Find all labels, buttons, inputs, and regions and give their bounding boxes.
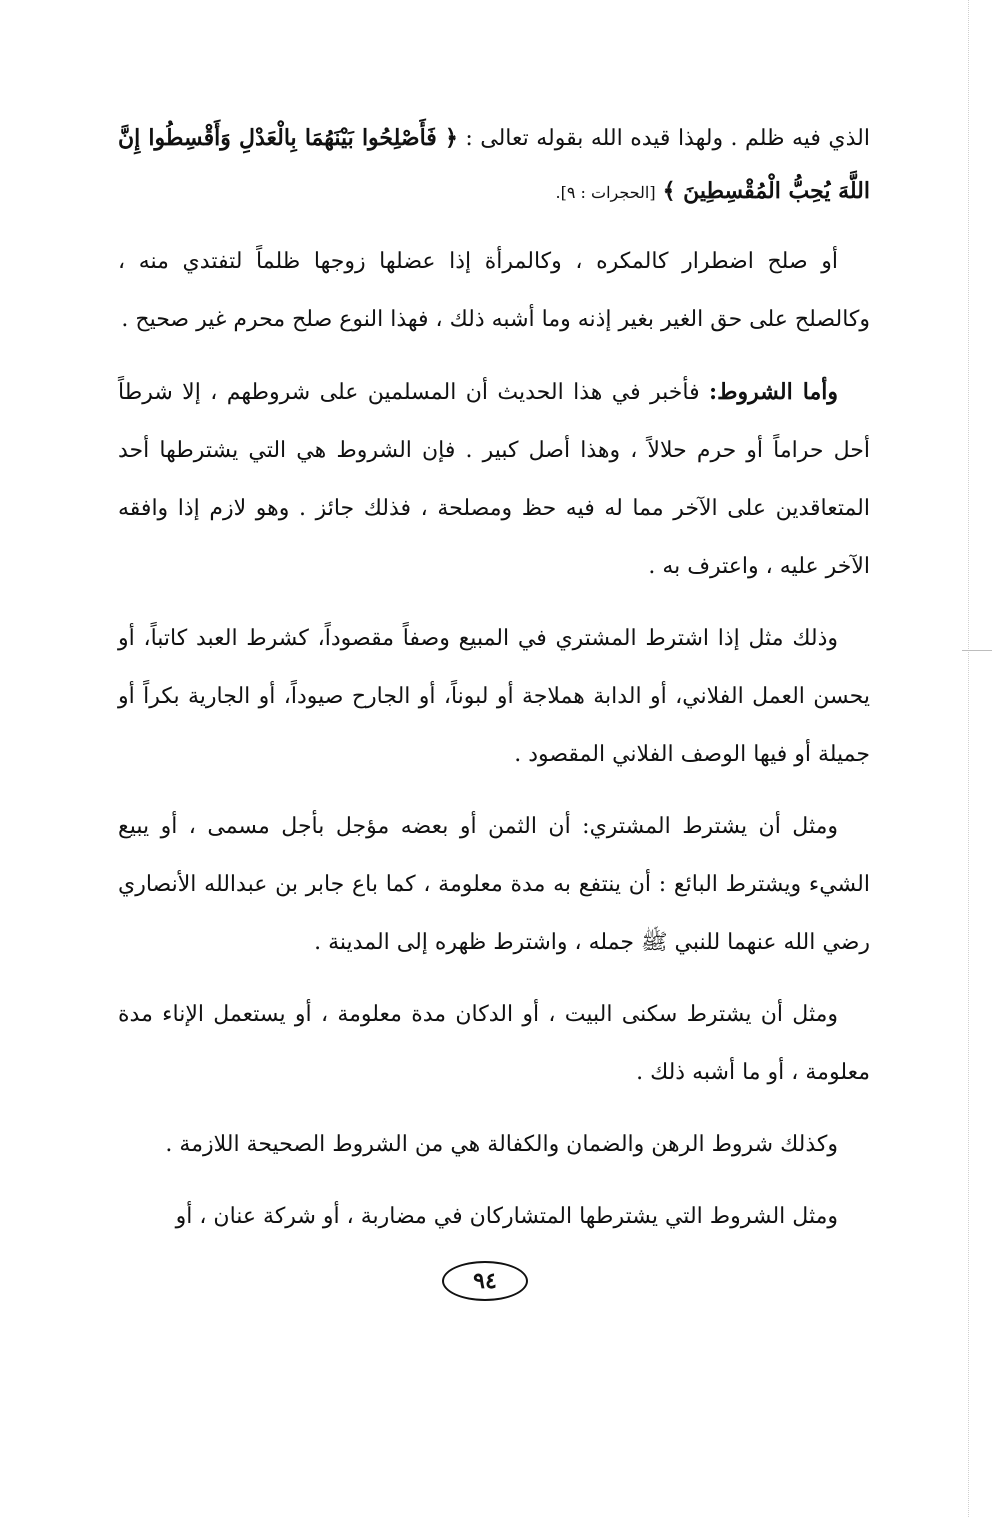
scan-edge-mark <box>962 650 992 651</box>
paragraph-5 <box>118 798 870 972</box>
paragraph-8 <box>118 1188 870 1246</box>
paragraph-1 <box>118 112 870 219</box>
page-body <box>118 112 870 1260</box>
paragraph-8-text: ومثل الشروط التي يشترطها المتشاركان في مضاربة ، أو شركة عنان ، أو <box>175 1204 838 1229</box>
paragraph-3-heading: وأما الشروط: <box>709 379 838 405</box>
paragraph-2-text: أو صلح اضطرار كالمكره ، وكالمرأة إذا عضلها زوجها ظلماً لتفتدي منه ، وكالصلح على حق الغير بغير إذنه وما أشبه ذلك ، فهذا النوع صلح محرم غير صحيح . <box>118 249 870 332</box>
paragraph-2 <box>118 233 870 349</box>
paragraph-7 <box>118 1116 870 1174</box>
scan-border-line <box>968 0 969 1517</box>
page-number: ٩٤ <box>442 1261 528 1301</box>
paragraph-4-text: وذلك مثل إذا اشترط المشتري في المبيع وصفاً مقصوداً، كشرط العبد كاتباً، أو يحسن العمل الفلاني، أو الدابة هملاجة أو لبوناً، أو الجارح صيوداً، أو الجارية بكراً أو جميلة أو فيها الوصف الفلاني المقصود . <box>118 626 870 767</box>
paragraph-5-text: ومثل أن يشترط المشتري: أن الثمن أو بعضه مؤجل بأجل مسمى ، أو يبيع الشيء ويشترط البائع : أن ينتفع به مدة معلومة ، كما باع جابر بن عبدالله الأنصاري رضي الله عنهما للنبي ﷺ جمله ، واشترط ظهره إلى المدينة . <box>118 814 870 955</box>
paragraph-4 <box>118 610 870 784</box>
paragraph-6 <box>118 986 870 1102</box>
paragraph-3-text: فأخبر في هذا الحديث أن المسلمين على شروطهم ، إلا شرطاً أحل حراماً أو حرم حلالاً ، وهذا أصل كبير . فإن الشروط هي التي يشترطها أحد المتعاقدين على الآخر مما له فيه حظ ومصلحة ، فذلك جائز . وهو لازم إذا وافقه الآخر عليه ، واعترف به . <box>118 380 870 579</box>
paragraph-3 <box>118 363 870 596</box>
paragraph-1-text: الذي فيه ظلم . ولهذا قيده الله بقوله تعالى : <box>457 126 870 151</box>
paragraph-6-text: ومثل أن يشترط سكنى البيت ، أو الدكان مدة معلومة ، أو يستعمل الإناء مدة معلومة ، أو ما أشبه ذلك . <box>118 1002 870 1085</box>
paragraph-7-text: وكذلك شروط الرهن والضمان والكفالة هي من الشروط الصحيحة اللازمة . <box>165 1132 838 1157</box>
verse-citation: [الحجرات : ٩]. <box>555 183 656 202</box>
quran-verse: ﴿ فَأَصْلِحُوا بَيْنَهُمَا بِالْعَدْلِ وَأَقْسِطُوا إِنَّ اللَّهَ يُحِبُّ الْمُقْسِطِينَ ﴾ <box>118 125 870 204</box>
page-number-container <box>442 1261 528 1301</box>
